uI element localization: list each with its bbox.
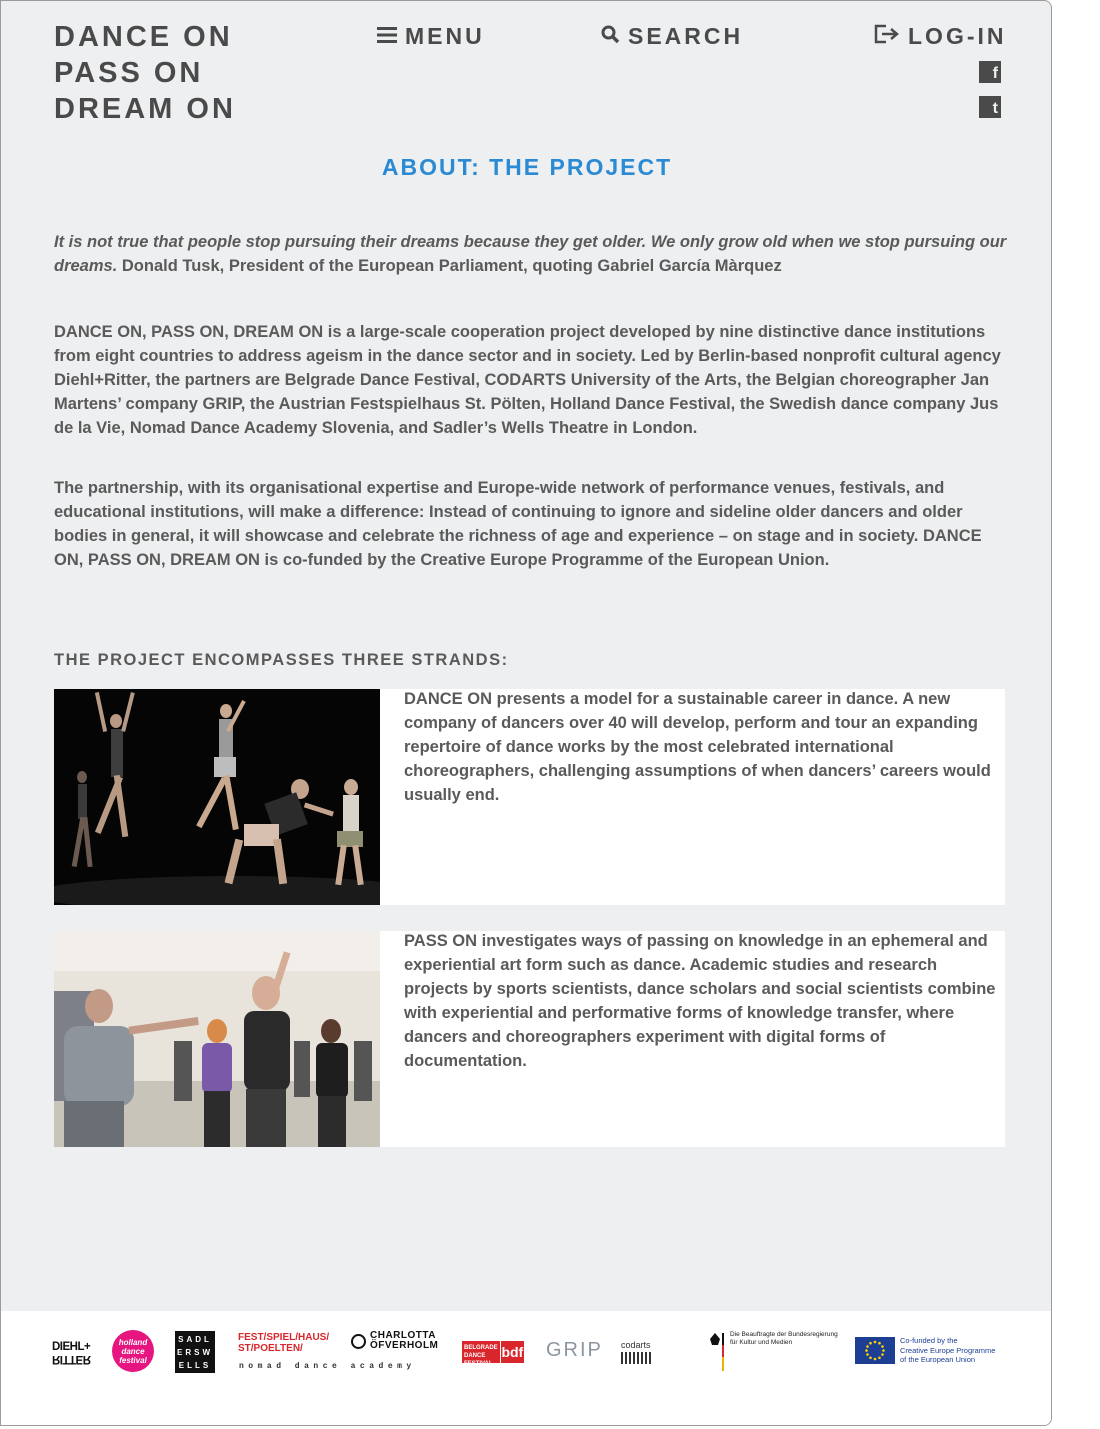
charlotta-ofverholm-logo[interactable]: CHARLOTTA ÖFVERHOLM bbox=[351, 1331, 438, 1351]
strand-dance-on bbox=[54, 689, 1005, 905]
strands-heading: THE PROJECT ENCOMPASSES THREE STRANDS: bbox=[54, 651, 509, 669]
login-icon bbox=[874, 23, 900, 50]
copyright-circle-icon bbox=[351, 1334, 366, 1349]
search-label: SEARCH bbox=[628, 22, 744, 49]
menu-button[interactable] bbox=[377, 21, 485, 51]
bundesregierung-logo[interactable]: Die Beauftragte der Bundesregierung für Kultur und Medien bbox=[704, 1331, 838, 1373]
footer-partner-logos bbox=[1, 1311, 1052, 1426]
pass-on-text: PASS ON investigates ways of passing on knowledge in an ephemeral and experiential art form such as dance. Academic studies and research projects by sports scientists, dance scholars and social scientists combine with experiential and performative forms of knowledge transfer, where dancers and choreographers experiment with digital forms of documentation. bbox=[404, 932, 996, 1070]
login-button[interactable] bbox=[874, 21, 1007, 51]
logo-line-3: DREAM ON bbox=[54, 93, 236, 125]
partnership-paragraph: The partnership, with its organisational expertise and Europe-wide network of performance venues, festivals, and educational institutions, will make a difference: Instead of continuing to ignore and sideline older dancers and older bodies in general, it will showcase and celebrate the richness of age and experience – on stage and in society. DANCE ON, PASS ON, DREAM ON is co-funded by the Creative Europe Programme of the European Union. bbox=[54, 479, 982, 569]
codarts-logo[interactable]: codarts bbox=[621, 1340, 653, 1369]
intro-paragraph: DANCE ON, PASS ON, DREAM ON is a large-scale cooperation project developed by nine distinctive dance institutions from eight countries to address ageism in the dance sector and in society. Led by Berlin-based nonprofit cultural agency Diehl+Ritter, the partners are Belgrade Dance Festival, CODARTS University of the Arts, the Belgian choreographer Jan Martens’ company GRIP, the Austrian Festspielhaus St. Pölten, Holland Dance Festival, the Swedish dance company Jus de la Vie, Nomad Dance Academy Slovenia, and Sadler’s Wells Theatre in London. bbox=[54, 323, 1001, 437]
hamburger-icon bbox=[377, 23, 397, 50]
quote-text: It is not true that people stop pursuing their dreams because they get older. We only grow old when we stop pursuing our dreams. bbox=[54, 233, 1007, 275]
search-button[interactable] bbox=[601, 21, 743, 51]
logo-line-2: PASS ON bbox=[54, 57, 204, 89]
holland-dance-festival-logo[interactable]: holland dance festival bbox=[112, 1330, 154, 1372]
search-icon bbox=[601, 23, 620, 50]
menu-label: MENU bbox=[405, 22, 485, 49]
site-logo[interactable] bbox=[54, 19, 236, 127]
pass-on-photo bbox=[54, 931, 380, 1147]
creative-europe-logo[interactable]: Co-funded by the Creative Europe Programme of the European Union bbox=[855, 1336, 995, 1365]
sadlers-wells-logo[interactable]: SADL ERSW ELLS bbox=[175, 1331, 215, 1373]
german-eagle-icon bbox=[704, 1331, 726, 1373]
login-label: LOG-IN bbox=[908, 22, 1007, 49]
codarts-barcode-icon bbox=[621, 1350, 653, 1364]
eu-flag-icon bbox=[855, 1337, 895, 1364]
dance-on-photo bbox=[54, 689, 380, 905]
page-title: ABOUT: THE PROJECT bbox=[381, 154, 673, 180]
nomad-dance-academy-logo[interactable]: nomad dance academy bbox=[239, 1362, 416, 1371]
grip-logo[interactable]: GRIP bbox=[546, 1339, 603, 1361]
dance-on-text: DANCE ON presents a model for a sustainable career in dance. A new company of dancers over 40 will develop, perform and tour an expanding repertoire of dance works by the most celebrated international choreographers, challenging assumptions of when dancers’ careers would usually end. bbox=[404, 690, 991, 804]
strand-pass-on bbox=[54, 931, 1005, 1147]
twitter-icon[interactable]: t bbox=[979, 96, 1001, 118]
facebook-icon[interactable]: f bbox=[979, 61, 1001, 83]
quote-attribution: Donald Tusk, President of the European Parliament, quoting Gabriel García Màrquez bbox=[117, 257, 782, 275]
belgrade-dance-festival-logo[interactable]: BELGRADE DANCE FESTIVAL bdf bbox=[462, 1341, 524, 1363]
diehl-ritter-logo[interactable]: DIEHL+ RITTER bbox=[52, 1341, 91, 1365]
festspielhaus-logo[interactable]: FEST/SPIEL/HAUS/ ST/POELTEN/ bbox=[238, 1332, 330, 1354]
logo-line-1: DANCE ON bbox=[54, 21, 233, 53]
quote bbox=[54, 230, 1014, 278]
